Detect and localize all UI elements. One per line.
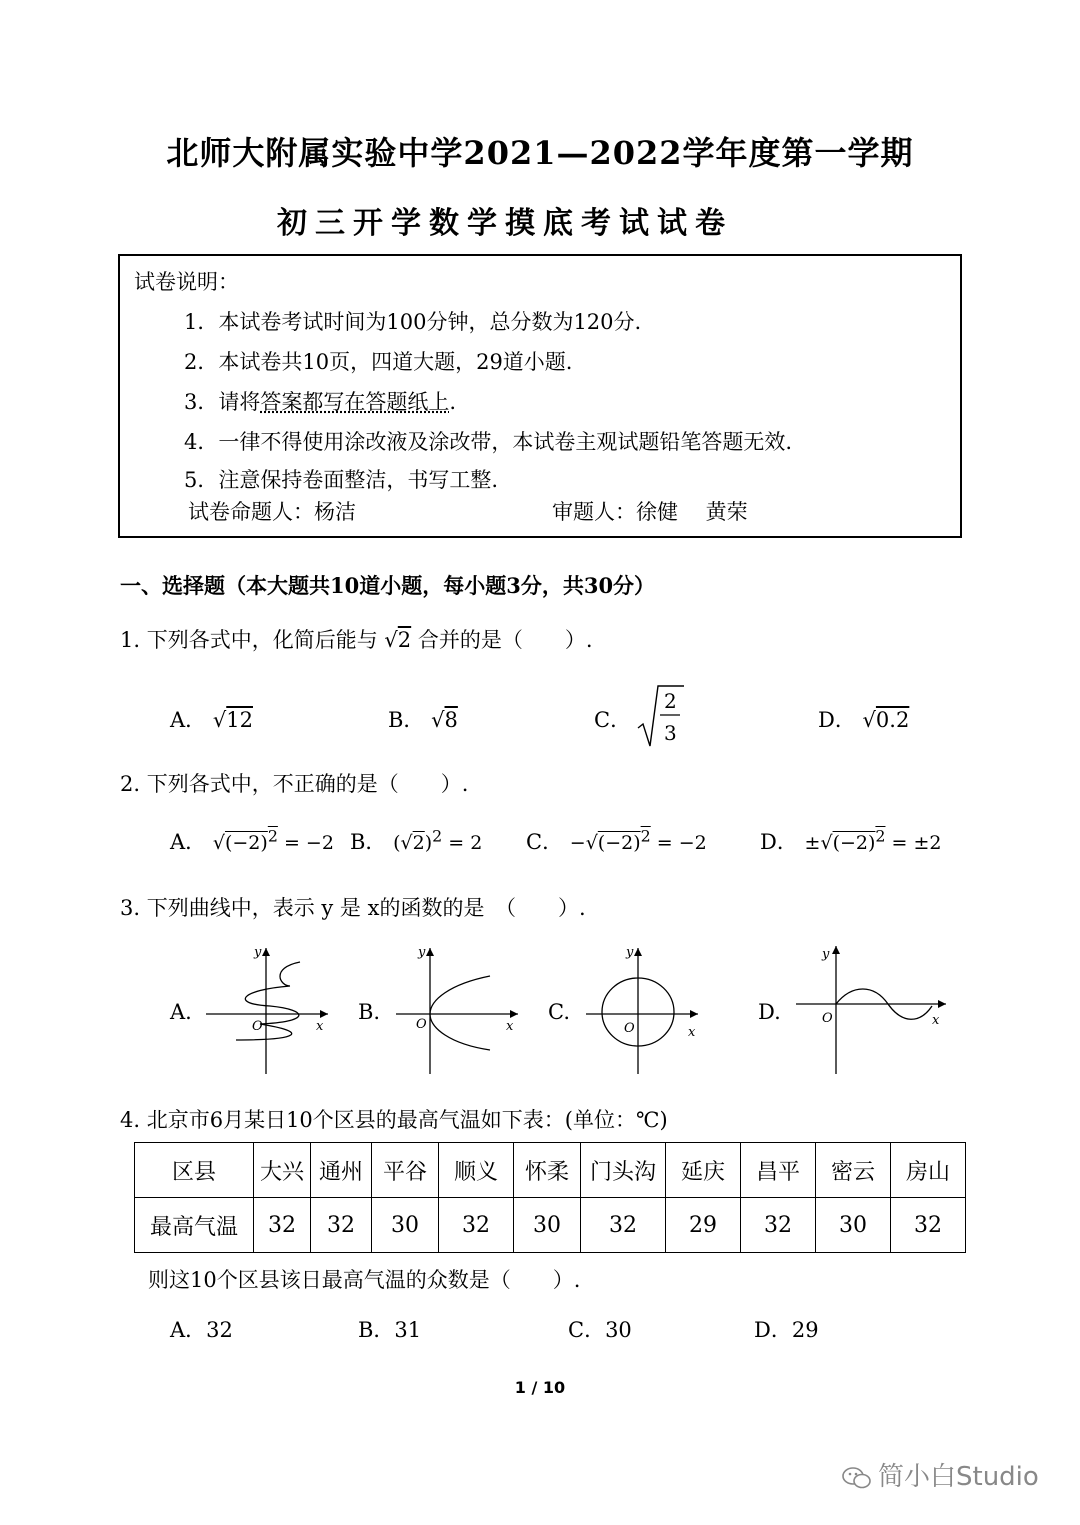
q1-option-c-radical <box>638 686 684 746</box>
q4-option-d: D．29 <box>754 1318 819 1342</box>
question-3-stem: 3. 下列曲线中，表示 y 是 x的函数的是 （ ）. <box>120 896 586 920</box>
q1-option-b-label: B． <box>388 708 425 732</box>
table-cell: 32 <box>311 1198 372 1253</box>
q1-stem-tail: 合并的是（ ）. <box>417 628 593 652</box>
q1-option-b-sqrt: √8 <box>431 708 458 732</box>
q2-c-inner: (−2) <box>597 832 641 854</box>
q2-d-result: = ±2 <box>891 832 942 854</box>
q4-option-b: B．31 <box>358 1318 422 1342</box>
table-cell: 通州 <box>311 1143 372 1198</box>
q1-option-c <box>594 704 631 734</box>
q1-option-d-radicand: 0.2 <box>875 708 910 732</box>
instruction-item-3-text: 3．请将 <box>184 390 261 414</box>
q2-a-result: = −2 <box>283 832 334 854</box>
table-cell: 32 <box>581 1198 666 1253</box>
table-cell: 30 <box>816 1198 891 1253</box>
q3-option-d-label: D. <box>758 1000 781 1024</box>
q1-option-a-sqrt: √12 <box>212 708 253 732</box>
q1-stem-text: 1. 下列各式中，化简后能与 <box>120 628 378 652</box>
table-cell: 32 <box>891 1198 966 1253</box>
instruction-item-4: 4．一律不得使用涂改液及涂改带，本试卷主观试题铅笔答题无效. <box>184 430 793 454</box>
q1-option-d-sqrt: √0.2 <box>862 708 910 732</box>
table-cell: 怀柔 <box>514 1143 581 1198</box>
table-cell: 房山 <box>891 1143 966 1198</box>
table-cell: 30 <box>372 1198 439 1253</box>
q4-option-a: A．32 <box>170 1318 233 1342</box>
reviewer-credit: 审题人：徐健 黄荣 <box>552 500 748 524</box>
q1-option-a-label: A． <box>170 708 207 732</box>
q3-graph-d <box>790 940 950 1080</box>
q2-b-exp: 2 <box>432 826 443 846</box>
q3-a-origin: O <box>252 1019 263 1034</box>
q1-stem-radicand: 2 <box>397 628 412 652</box>
q2-option-c-expr: $-√(-2)^2 = -2$ <box>569 826 707 854</box>
q2-d-pm: ± <box>804 832 821 854</box>
q1-option-a-radicand: 12 <box>226 708 253 732</box>
author-credit: 试卷命题人：杨洁 <box>188 500 356 524</box>
table-cell: 30 <box>514 1198 581 1253</box>
table-cell: 32 <box>254 1198 311 1253</box>
q2-option-d <box>760 826 942 856</box>
q3-graph-b <box>390 940 530 1080</box>
q1-option-c-label: C． <box>594 708 632 732</box>
page-number: 1 / 10 <box>514 1378 566 1397</box>
table-cell: 区县 <box>135 1143 254 1198</box>
instructions-box <box>118 254 962 538</box>
question-4-stem: 4. 北京市6月某日10个区县的最高气温如下表：(单位：℃) <box>120 1108 668 1132</box>
q3-d-origin: O <box>822 1011 833 1026</box>
section-heading: 一、选择题（本大题共10道小题，每小题3分，共30分） <box>120 573 656 598</box>
question-4-prompt: 则这10个区县该日最高气温的众数是（ ）. <box>148 1268 581 1292</box>
table-row <box>135 1143 966 1198</box>
instruction-item-3-tail: . <box>449 390 457 414</box>
q2-option-d-expr: $\pm√(-2)^2 = \pm 2$ <box>804 826 942 854</box>
instruction-item-3 <box>184 386 456 416</box>
q1-option-d-label: D． <box>818 708 856 732</box>
q3-b-origin: O <box>416 1017 427 1032</box>
q1-option-a <box>170 704 253 734</box>
instruction-item-2: 2．本试卷共10页，四道大题，29道小题. <box>184 350 573 374</box>
instruction-item-5: 5．注意保持卷面整洁，书写工整. <box>184 468 499 492</box>
q3-option-c-label: C. <box>548 1000 570 1024</box>
q2-option-a <box>170 826 334 856</box>
q2-option-b-expr: $(√2)^2 = 2$ <box>393 826 483 854</box>
q2-a-exp: 2 <box>267 826 278 846</box>
q1-option-c-fraction-sqrt <box>636 684 686 750</box>
q4-option-c: C．30 <box>568 1318 632 1342</box>
instruction-item-1: 1．本试卷考试时间为100分钟，总分数为120分. <box>184 310 642 334</box>
q3-option-a-label: A. <box>170 1000 192 1024</box>
table-cell: 大兴 <box>254 1143 311 1198</box>
q2-b-radicand: 2 <box>412 832 425 854</box>
q2-d-inner: (−2) <box>832 832 876 854</box>
q3-c-x-label: x <box>688 1025 696 1040</box>
table-cell: 平谷 <box>372 1143 439 1198</box>
table-cell: 昌平 <box>741 1143 816 1198</box>
question-2-stem: 2. 下列各式中，不正确的是（ ）. <box>120 772 469 796</box>
q2-option-a-label: A． <box>170 830 207 854</box>
q2-option-d-label: D． <box>760 830 798 854</box>
temperature-table <box>134 1142 966 1253</box>
q3-a-x-label: x <box>316 1019 324 1034</box>
exam-title: 北师大附属实验中学2021—2022学年度第一学期 <box>166 134 914 172</box>
table-cell: 32 <box>741 1198 816 1253</box>
table-row <box>135 1198 966 1253</box>
wechat-icon <box>842 1466 872 1490</box>
table-cell: 29 <box>666 1198 741 1253</box>
q2-option-c <box>526 826 707 856</box>
table-cell: 密云 <box>816 1143 891 1198</box>
q3-graph-c <box>580 940 720 1080</box>
q2-c-minus: − <box>569 832 586 854</box>
q2-option-b-label: B． <box>350 830 387 854</box>
q1-stem-sqrt: √2 <box>384 628 412 652</box>
q3-d-x-label: x <box>932 1013 940 1028</box>
table-cell: 最高气温 <box>135 1198 254 1253</box>
q3-b-y-label: y <box>418 945 426 960</box>
q1-option-c-numerator: 2 <box>664 689 677 713</box>
q2-option-c-label: C． <box>526 830 564 854</box>
q2-c-result: = −2 <box>656 832 707 854</box>
q2-a-inner: (−2) <box>224 832 268 854</box>
q3-a-y-label: y <box>254 945 262 960</box>
q1-option-b-radicand: 8 <box>444 708 458 732</box>
q2-b-result: = 2 <box>448 832 483 854</box>
watermark-text: 简小白Studio <box>878 1462 1039 1492</box>
exam-subtitle: 初三开学数学摸底考试试卷 <box>277 206 733 241</box>
q3-option-b-label: B. <box>358 1000 381 1024</box>
q3-c-origin: O <box>624 1021 635 1036</box>
q3-b-x-label: x <box>506 1019 514 1034</box>
q2-option-a-expr: $√(-2)^2 = -2$ <box>212 826 334 854</box>
watermark <box>842 1456 1039 1493</box>
q2-d-exp: 2 <box>875 826 886 846</box>
q1-option-d <box>818 704 909 734</box>
q3-c-y-label: y <box>626 945 634 960</box>
table-cell: 延庆 <box>666 1143 741 1198</box>
q1-option-c-denominator: 3 <box>664 721 677 745</box>
q3-d-y-label: y <box>822 947 830 962</box>
q2-option-b <box>350 826 482 856</box>
table-cell: 门头沟 <box>581 1143 666 1198</box>
q3-graph-a <box>200 940 340 1080</box>
question-1-stem <box>120 624 593 654</box>
instruction-item-3-emphasis: 答案都写在答题纸上 <box>260 390 450 414</box>
q1-option-b <box>388 704 458 734</box>
table-cell: 32 <box>439 1198 514 1253</box>
instructions-heading: 试卷说明： <box>134 270 239 294</box>
q2-c-exp: 2 <box>640 826 651 846</box>
table-cell: 顺义 <box>439 1143 514 1198</box>
